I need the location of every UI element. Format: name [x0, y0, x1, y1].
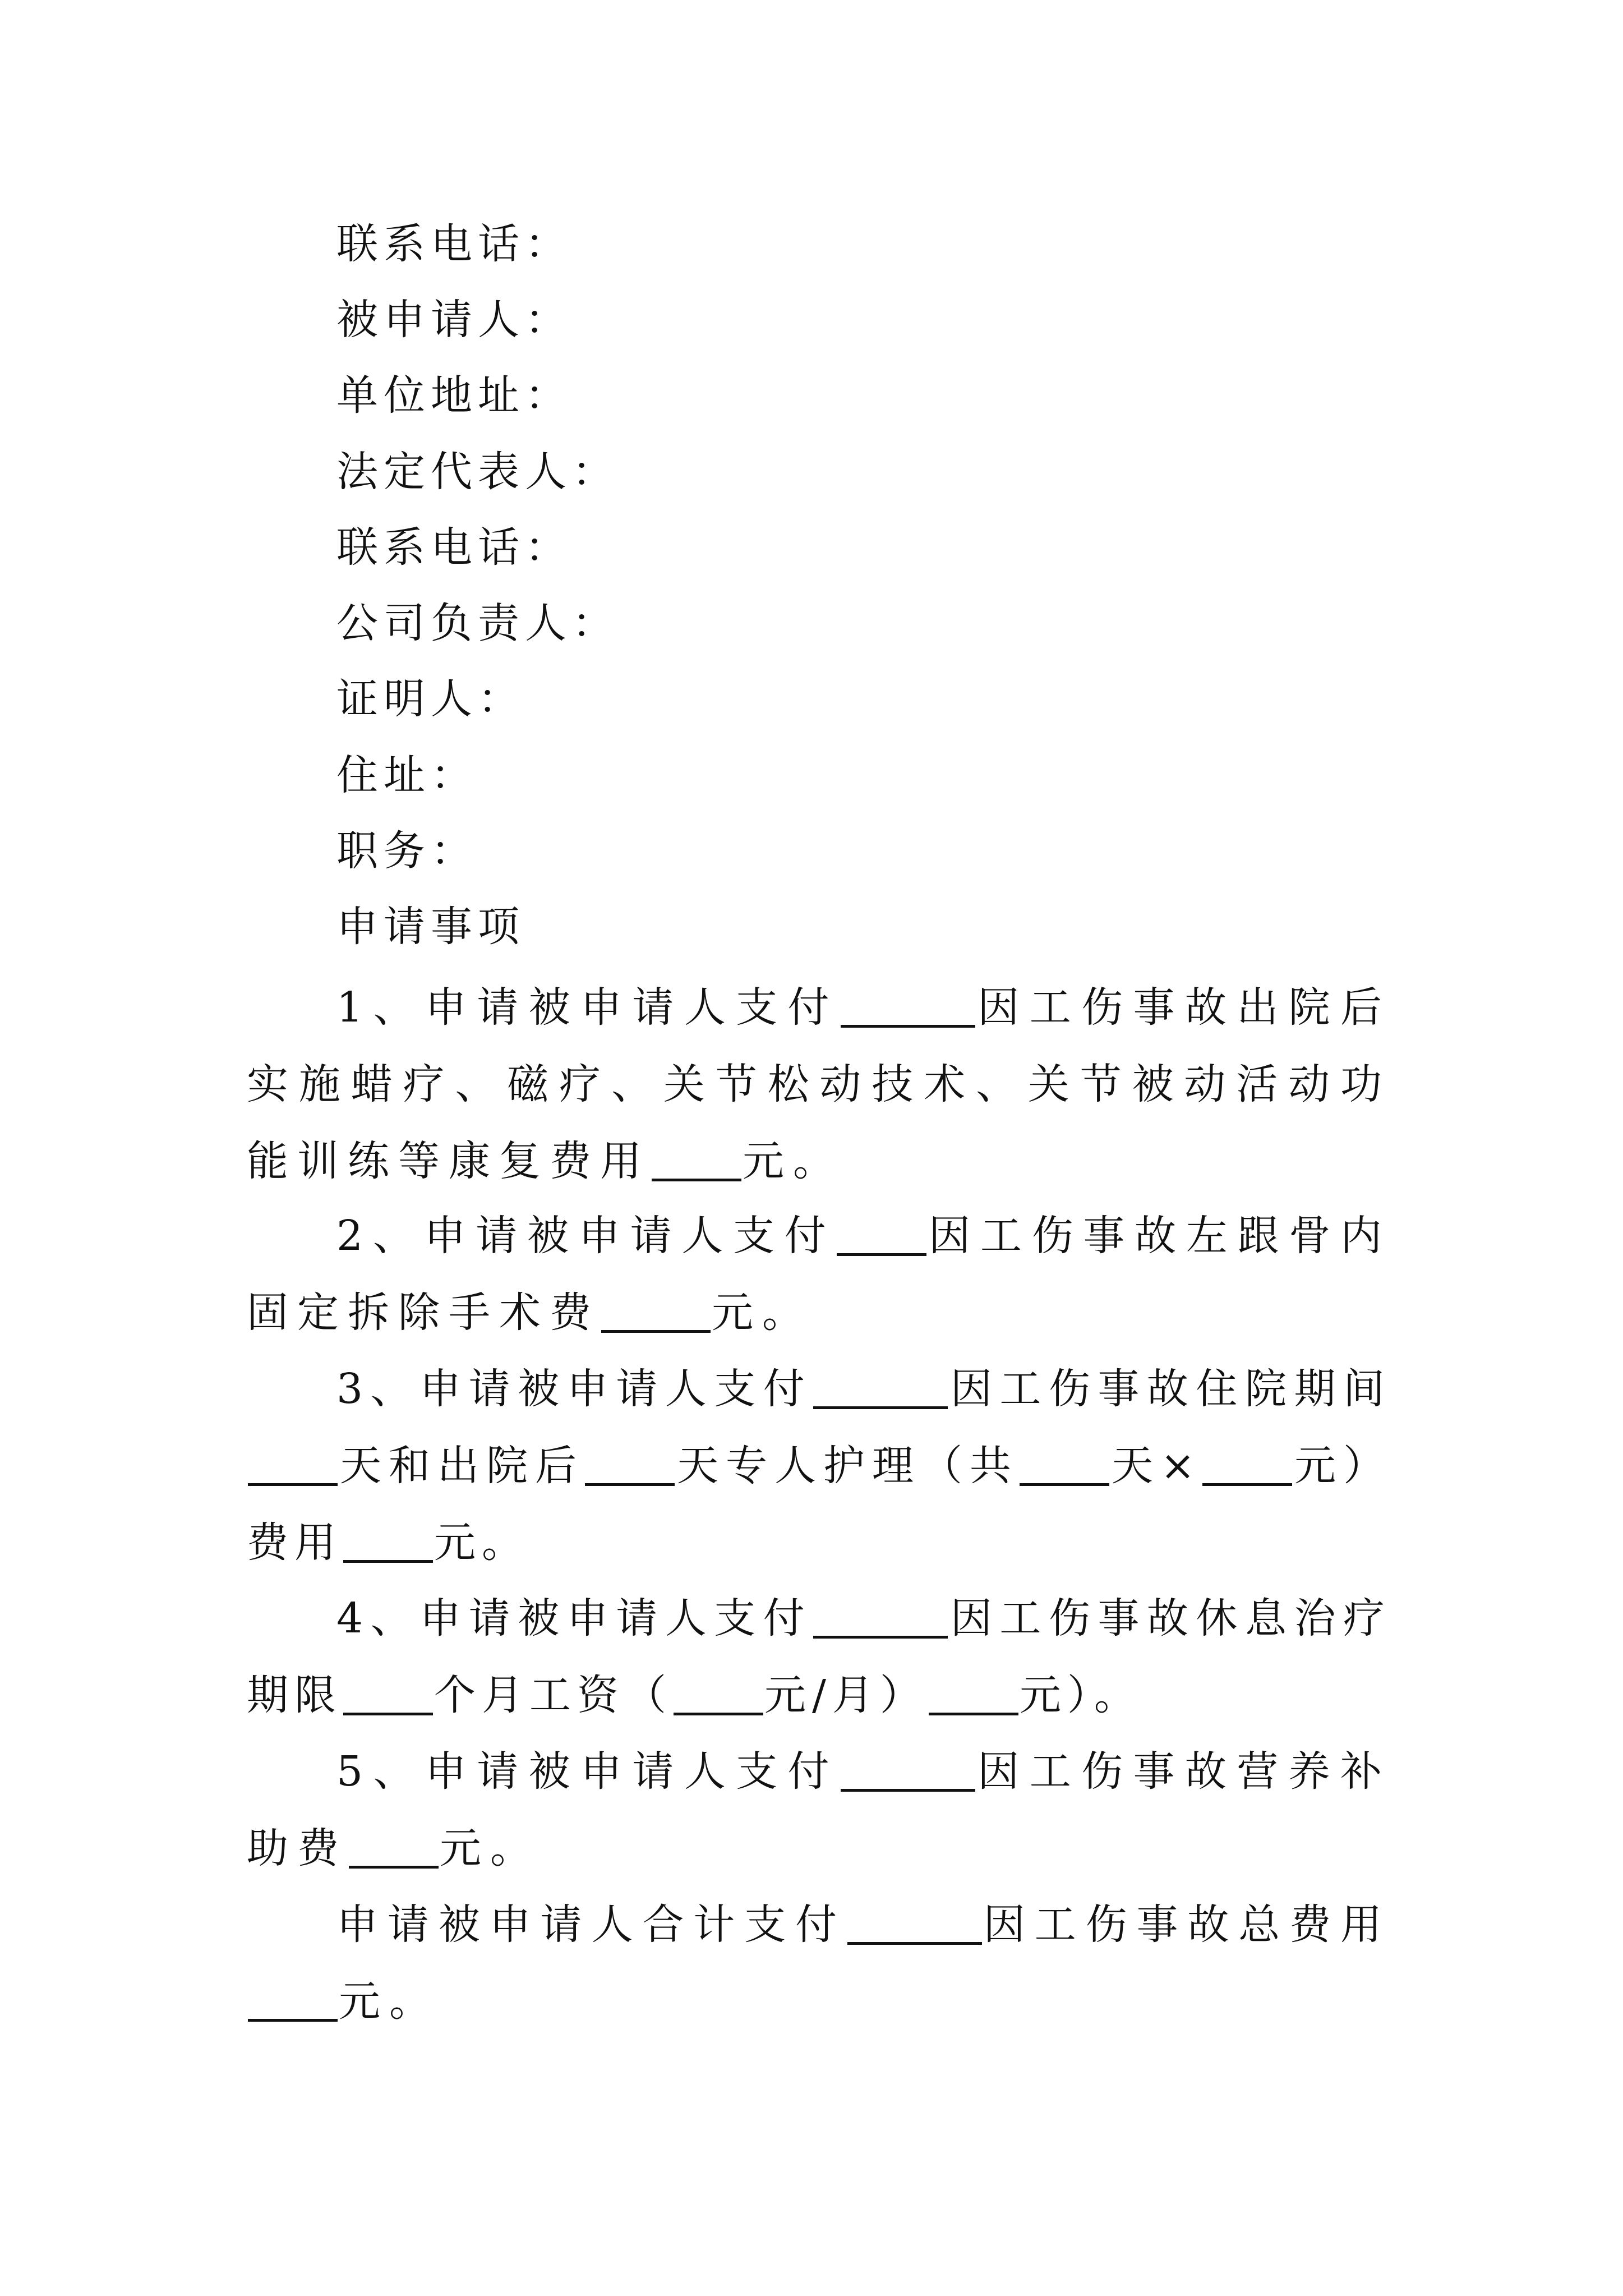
item-5-text-c: 元。: [440, 1824, 541, 1872]
blank-line: [343, 1671, 433, 1715]
item-1-text-c: 元。: [743, 1137, 843, 1185]
blank-line: [674, 1671, 763, 1715]
item-3-text-b: 因工伤事故住院期间: [949, 1365, 1391, 1413]
blank-line: [813, 1365, 948, 1409]
item-2-text-b: 因工伤事故左跟骨内固定拆除手术费: [247, 1212, 1391, 1337]
blank-line: [1020, 1442, 1109, 1486]
blank-line: [343, 1519, 433, 1563]
blank-line: [813, 1594, 948, 1639]
item-4-text-a: 4、申请被申请人支付: [336, 1594, 813, 1642]
section-heading-application-items: 申请事项: [336, 903, 525, 951]
blank-line: [652, 1137, 741, 1181]
total-payment: [247, 1887, 1391, 2040]
item-2-surgery-fee: [247, 1198, 1391, 1351]
total-text-b: 因工伤事故总费用: [983, 1901, 1391, 1949]
blank-line: [601, 1289, 711, 1333]
blank-line: [929, 1671, 1018, 1715]
field-position: 职务：: [336, 827, 478, 875]
total-text-c: 元。: [339, 1977, 440, 2026]
item-1-text-a: 1、申请被申请人支付: [336, 983, 840, 1032]
blank-line: [841, 983, 975, 1028]
item-3-text-f: 元）费用: [247, 1442, 1391, 1567]
item-4-wage: [247, 1580, 1391, 1734]
field-company-manager: 公司负责人：: [336, 599, 619, 647]
item-3-text-e: 天×: [1110, 1442, 1202, 1490]
item-2-text-c: 元。: [712, 1289, 813, 1337]
blank-line: [841, 1747, 975, 1792]
blank-line: [1202, 1442, 1292, 1486]
field-legal-representative: 法定代表人：: [336, 448, 619, 496]
field-address: 住址：: [336, 751, 478, 799]
item-4-text-d: 元/月）: [764, 1671, 928, 1719]
blank-line: [847, 1901, 982, 1945]
item-5-nutrition-subsidy: [247, 1733, 1391, 1887]
item-3-text-a: 3、申请被申请人支付: [336, 1365, 813, 1413]
blank-line: [837, 1212, 926, 1256]
blank-line: [349, 1824, 439, 1869]
item-3-nursing-fee: [247, 1351, 1391, 1581]
blank-line: [248, 1977, 338, 2022]
item-4-text-e: 元）。: [1019, 1671, 1142, 1719]
field-contact-phone-applicant: 联系电话：: [336, 220, 572, 268]
item-1-rehabilitation-fee: [247, 969, 1391, 1200]
item-1-text-b: 因工伤事故出院后实施蜡疗、磁疗、关节松动技术、关节被动活动功能训练等康复费用: [247, 983, 1391, 1185]
item-3-text-g: 元。: [434, 1519, 529, 1567]
item-3-text-d: 天专人护理（共: [676, 1442, 1018, 1490]
item-4-text-b: 因工伤事故休息治疗期限: [247, 1594, 1391, 1719]
field-company-address: 单位地址：: [336, 371, 572, 420]
field-witness: 证明人：: [336, 675, 525, 723]
item-5-text-b: 因工伤事故营养补助费: [247, 1747, 1391, 1872]
blank-line: [248, 1442, 338, 1486]
field-respondent: 被申请人：: [336, 296, 572, 344]
item-3-text-c: 天和出院后: [339, 1442, 584, 1490]
item-5-text-a: 5、申请被申请人支付: [336, 1747, 840, 1796]
blank-line: [585, 1442, 675, 1486]
total-text-a: 申请被申请人合计支付: [336, 1901, 846, 1949]
field-contact-phone-respondent: 联系电话：: [336, 523, 572, 572]
item-4-text-c: 个月工资（: [434, 1671, 672, 1719]
item-2-text-a: 2、申请被申请人支付: [336, 1212, 836, 1260]
